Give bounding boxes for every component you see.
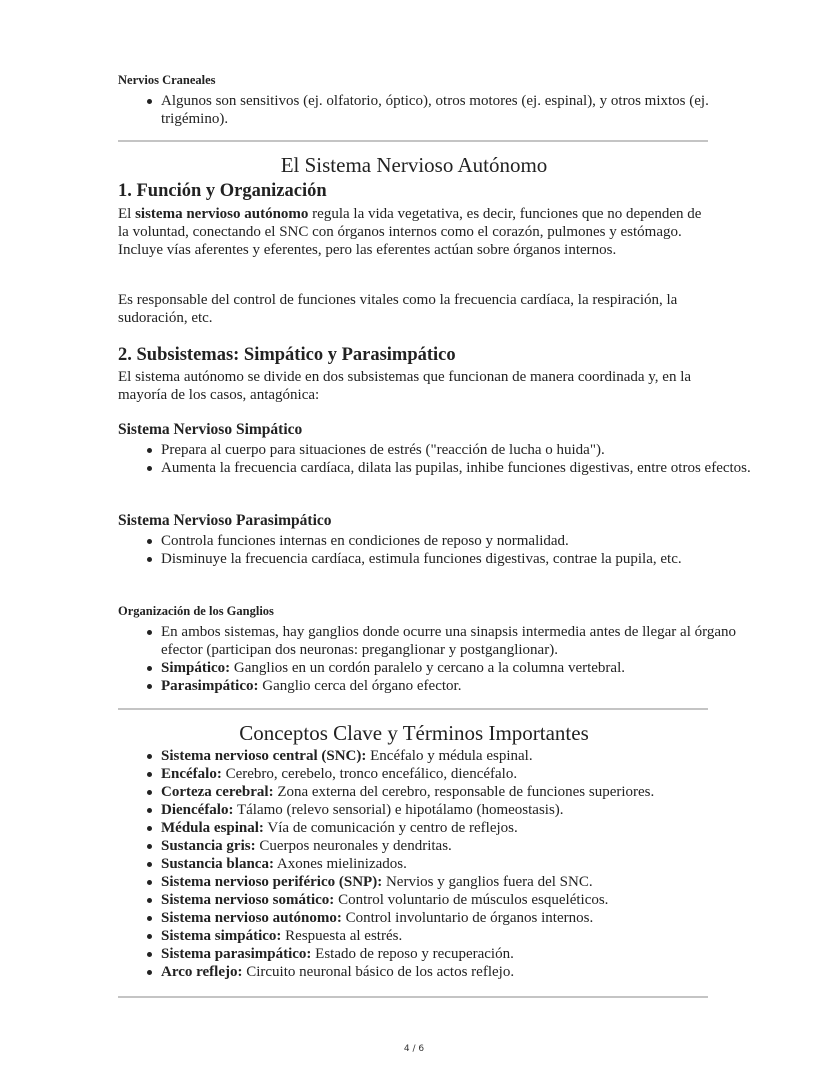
definition: Nervios y ganglios fuera del SNC. xyxy=(382,874,593,890)
definition: Encéfalo y médula espinal. xyxy=(366,748,533,764)
bold-term: Sistema simpático: xyxy=(161,928,282,944)
bold-term: Sistema nervioso somático: xyxy=(161,892,335,908)
paragraph: Es responsable del control de funciones vitales como la frecuencia cardíaca, la respiración, la sudoración, etc. xyxy=(118,292,678,326)
craneales-heading: Nervios Craneales xyxy=(118,73,216,87)
list-item xyxy=(161,765,753,783)
definition: Zona externa del cerebro, responsable de funciones superiores. xyxy=(273,784,655,800)
bold-term: Corteza cerebral: xyxy=(161,784,274,800)
definition: Cuerpos neuronales y dendritas. xyxy=(255,838,452,854)
heading-simpatico: Sistema Nervioso Simpático xyxy=(118,421,303,438)
definition: Estado de reposo y recuperación. xyxy=(311,946,514,962)
list-item xyxy=(161,909,753,927)
heading-subsistemas: 2. Subsistemas: Simpático y Parasimpático xyxy=(118,345,456,365)
heading-funcion: 1. Función y Organización xyxy=(118,181,327,201)
list-item: Aumenta la frecuencia cardíaca, dilata las pupilas, inhibe funciones digestivas, entre otros efectos. xyxy=(161,459,753,477)
list-item: Controla funciones internas en condiciones de reposo y normalidad. xyxy=(161,532,753,550)
divider xyxy=(118,996,708,998)
bold-term: Sistema nervioso periférico (SNP): xyxy=(161,874,383,890)
section-title-conceptos: Conceptos Clave y Términos Importantes xyxy=(239,721,589,745)
divider xyxy=(118,708,708,710)
bold-term: Simpático: xyxy=(161,660,231,676)
list-item: En ambos sistemas, hay ganglios donde ocurre una sinapsis intermedia antes de llegar al órgano efector (participan dos neuronas: preganglionar y postganglionar). xyxy=(161,623,753,659)
definition: Vía de comunicación y centro de reflejos. xyxy=(263,820,518,836)
conceptos-list xyxy=(118,747,753,981)
list-item: Prepara al cuerpo para situaciones de estrés ("reacción de lucha o huida"). xyxy=(161,441,753,459)
list-item xyxy=(161,963,753,981)
bold-term: Sistema nervioso autónomo: xyxy=(161,910,342,926)
bold-term: Sustancia blanca: xyxy=(161,856,274,872)
list-item xyxy=(161,677,753,695)
definition: Ganglio cerca del órgano efector. xyxy=(258,678,462,694)
list-item xyxy=(161,659,753,677)
bold-term: Sistema parasimpático: xyxy=(161,946,312,962)
heading-parasimpatico: Sistema Nervioso Parasimpático xyxy=(118,512,332,529)
definition: Respuesta al estrés. xyxy=(281,928,403,944)
heading-ganglios: Organización de los Ganglios xyxy=(118,604,274,618)
craneales-list xyxy=(118,92,753,128)
definition: Control involuntario de órganos internos. xyxy=(341,910,594,926)
section-title-autonomo: El Sistema Nervioso Autónomo xyxy=(280,153,548,177)
bold-term: sistema nervioso autónomo xyxy=(135,206,309,222)
list-item xyxy=(161,783,753,801)
list-item xyxy=(161,873,753,891)
ganglios-list xyxy=(118,623,753,695)
bold-term: Médula espinal: xyxy=(161,820,264,836)
paragraph: El sistema autónomo se divide en dos subsistemas que funcionan de manera coordinada y, en la mayoría de los casos, antagónica: xyxy=(118,369,692,403)
list-item xyxy=(161,801,753,819)
list-item xyxy=(161,855,753,873)
divider xyxy=(118,140,708,142)
definition: Cerebro, cerebelo, tronco encefálico, diencéfalo. xyxy=(221,766,518,782)
bold-term: Parasimpático: xyxy=(161,678,259,694)
list-item: Disminuye la frecuencia cardíaca, estimula funciones digestivas, contrae la pupila, etc. xyxy=(161,550,753,568)
definition: Circuito neuronal básico de los actos reflejo. xyxy=(242,964,515,980)
definition: Tálamo (relevo sensorial) e hipotálamo (homeostasis). xyxy=(233,802,564,818)
bold-term: Sistema nervioso central (SNC): xyxy=(161,748,367,764)
text: El xyxy=(118,206,136,222)
list-item xyxy=(161,891,753,909)
definition: Axones mielinizados. xyxy=(273,856,407,872)
bold-term: Sustancia gris: xyxy=(161,838,256,854)
definition: Control voluntario de músculos esqueléticos. xyxy=(334,892,609,908)
simpatico-list xyxy=(118,441,753,477)
bold-term: Arco reflejo: xyxy=(161,964,243,980)
list-item xyxy=(161,819,753,837)
text: regula la vida vegetativa, es decir, funciones que no dependen de la voluntad, conectando el SNC con órganos internos como el corazón, pulmones y estómago. Incluye vías aferentes y eferentes, pero las eferentes actúan sobre órganos internos. xyxy=(118,206,702,258)
list-item: Algunos son sensitivos (ej. olfatorio, óptico), otros motores (ej. espinal), y otros mixtos (ej. trigémino). xyxy=(161,92,753,128)
bold-term: Encéfalo: xyxy=(161,766,222,782)
definition: Ganglios en un cordón paralelo y cercano a la columna vertebral. xyxy=(230,660,626,676)
list-item xyxy=(161,945,753,963)
list-item xyxy=(161,747,753,765)
list-item xyxy=(161,837,753,855)
page-number: 4 / 6 xyxy=(403,1044,425,1054)
paragraph xyxy=(118,205,710,259)
parasimpatico-list xyxy=(118,532,753,568)
list-item xyxy=(161,927,753,945)
bold-term: Diencéfalo: xyxy=(161,802,234,818)
